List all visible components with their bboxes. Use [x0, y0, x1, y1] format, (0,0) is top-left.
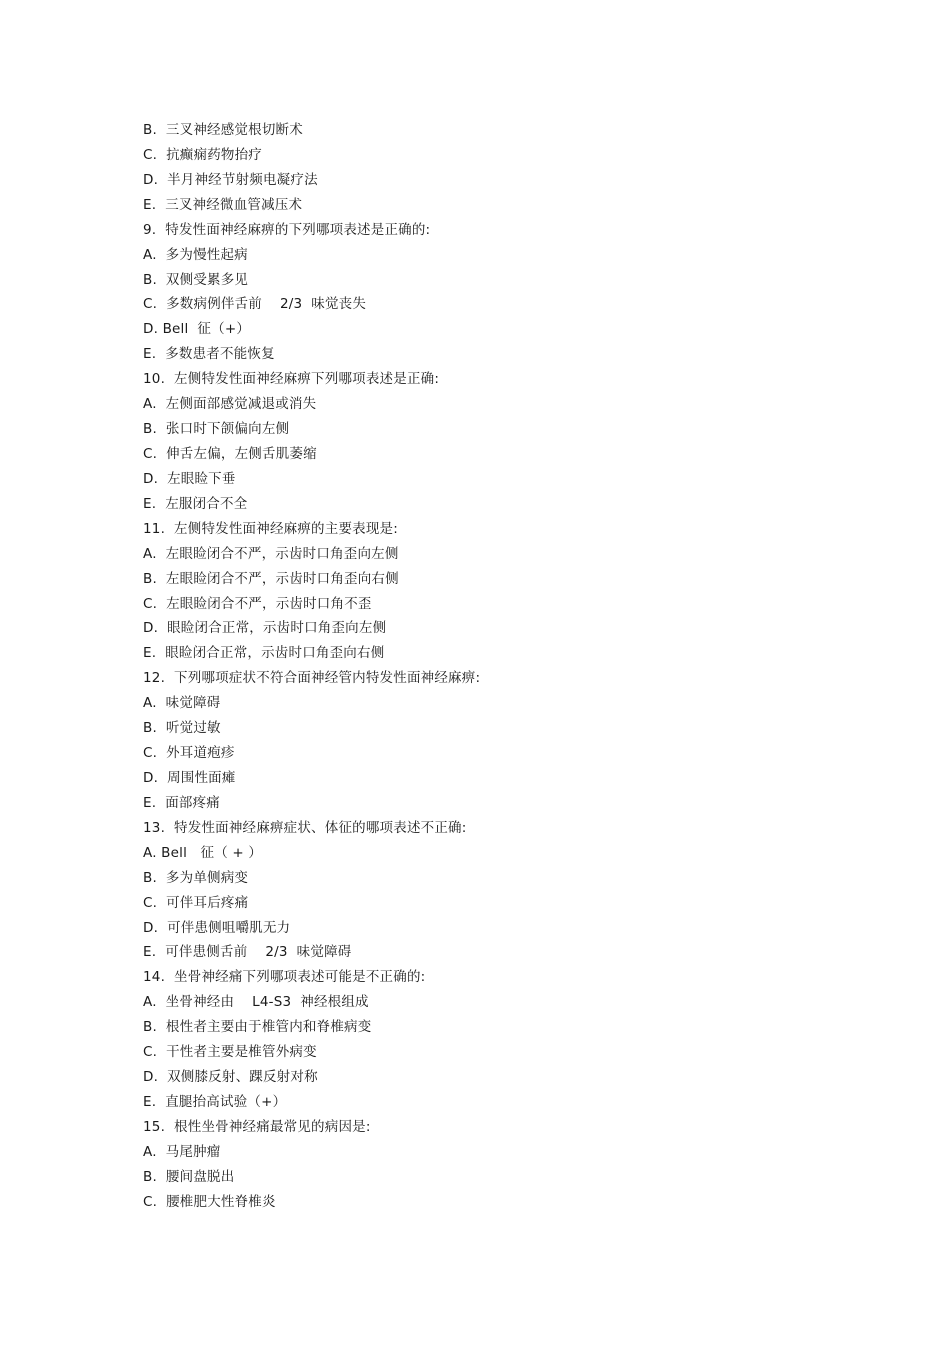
answer-option: C. 干性者主要是椎管外病变 — [143, 1044, 317, 1061]
answer-option: B. 张口时下颌偏向左侧 — [143, 421, 290, 438]
answer-option: D. 眼睑闭合正常，示齿时口角歪向左侧 — [143, 620, 387, 637]
answer-option: A. 马尾肿瘤 — [143, 1143, 221, 1160]
answer-option: B. 左眼睑闭合不严，示齿时口角歪向右侧 — [143, 570, 399, 587]
question-stem: 13. 特发性面神经麻痹症状、体征的哪项表述不正确: — [143, 819, 467, 836]
answer-option: B. 根性者主要由于椎管内和脊椎病变 — [143, 1019, 372, 1036]
answer-option: B. 多为单侧病变 — [143, 869, 249, 886]
answer-option: E. 左服闭合不全 — [143, 495, 248, 512]
answer-option: A. Bell 征（ + ） — [143, 844, 263, 861]
answer-option: C. 腰椎肥大性脊椎炎 — [143, 1193, 276, 1210]
answer-option: D. 可伴患侧咀嚼肌无力 — [143, 919, 291, 936]
answer-option: A. 坐骨神经由 L4-S3 神经根组成 — [143, 994, 369, 1011]
question-stem: 10. 左侧特发性面神经麻痹下列哪项表述是正确: — [143, 371, 440, 388]
answer-option: A. 多为慢性起病 — [143, 246, 248, 263]
answer-option: D. 双侧膝反射、踝反射对称 — [143, 1069, 318, 1086]
answer-option: A. 左侧面部感觉减退或消失 — [143, 396, 317, 413]
answer-option: C. 可伴耳后疼痛 — [143, 894, 249, 911]
answer-option: A. 左眼睑闭合不严，示齿时口角歪向左侧 — [143, 545, 399, 562]
answer-option: C. 伸舌左偏，左侧舌肌萎缩 — [143, 445, 317, 462]
answer-option: E. 可伴患侧舌前 2/3 味觉障碍 — [143, 944, 352, 961]
answer-option: C. 左眼睑闭合不严，示齿时口角不歪 — [143, 595, 372, 612]
answer-option: C. 多数病例伴舌前 2/3 味觉丧失 — [143, 296, 367, 313]
answer-option: C. 外耳道疱疹 — [143, 745, 235, 762]
answer-option: B. 腰间盘脱出 — [143, 1168, 235, 1185]
question-text-block — [143, 118, 480, 1215]
answer-option: D. Bell 征（+） — [143, 321, 251, 338]
answer-option: E. 三叉神经微血管减压术 — [143, 196, 303, 213]
answer-option: D. 周围性面瘫 — [143, 769, 236, 786]
answer-option: B. 三叉神经感觉根切断术 — [143, 122, 303, 138]
answer-option: D. 半月神经节射频电凝疗法 — [143, 171, 318, 188]
answer-option: B. 双侧受累多见 — [143, 271, 249, 288]
answer-option: A. 味觉障碍 — [143, 695, 221, 712]
answer-option: E. 眼睑闭合正常，示齿时口角歪向右侧 — [143, 645, 385, 662]
question-stem: 15. 根性坐骨神经痛最常见的病因是: — [143, 1118, 371, 1135]
question-stem: 11. 左侧特发性面神经麻痹的主要表现是: — [143, 520, 398, 537]
answer-option: E. 多数患者不能恢复 — [143, 346, 275, 363]
question-stem: 9. 特发性面神经麻痹的下列哪项表述是正确的: — [143, 221, 431, 238]
answer-option: D. 左眼睑下垂 — [143, 470, 236, 487]
answer-option: C. 抗癫痫药物抬疗 — [143, 146, 262, 163]
question-stem: 12. 下列哪项症状不符合面神经管内特发性面神经麻痹: — [143, 670, 481, 687]
answer-option: E. 直腿抬高试验（+） — [143, 1093, 287, 1110]
answer-option: E. 面部疼痛 — [143, 794, 221, 811]
answer-option: B. 听觉过敏 — [143, 720, 221, 737]
question-stem: 14. 坐骨神经痛下列哪项表述可能是不正确的: — [143, 969, 426, 986]
